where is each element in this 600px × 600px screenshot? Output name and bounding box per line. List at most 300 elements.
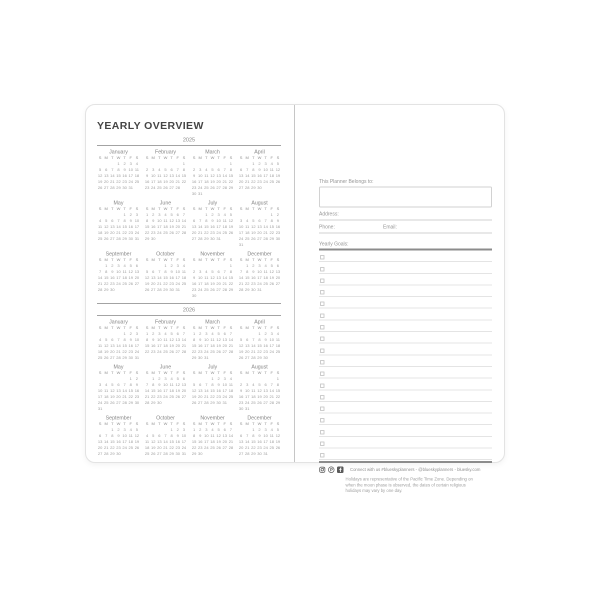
goal-line-input[interactable] (328, 332, 492, 343)
day-cell: 25 (97, 355, 103, 360)
day-cell: 2 (239, 382, 243, 387)
day-cell: 20 (257, 230, 262, 235)
goal-line-input[interactable] (328, 251, 492, 262)
day-cell: 7 (246, 433, 249, 438)
day-cell: 29 (116, 185, 121, 190)
day-cell: 20 (216, 179, 221, 184)
day-cell: 19 (210, 281, 215, 286)
day-cell: 26 (216, 445, 221, 450)
goal-checkbox[interactable] (320, 407, 325, 412)
day-cell: 2 (176, 427, 179, 432)
day-cell: 11 (228, 382, 233, 387)
day-cell: 24 (157, 230, 162, 235)
day-cell: 20 (157, 445, 162, 450)
month-calendar (238, 364, 281, 412)
day-grid (144, 206, 187, 242)
day-grid (191, 421, 234, 457)
belongs-box-input[interactable] (319, 187, 492, 208)
day-cell: 9 (111, 269, 114, 274)
weekday-header: S (135, 370, 139, 375)
weekday-header: M (198, 325, 202, 330)
weekday-header: W (210, 257, 215, 262)
day-cell: 16 (257, 173, 262, 178)
goal-checkbox[interactable] (320, 383, 325, 388)
day-cell: 20 (169, 179, 174, 184)
day-cell: 29 (103, 287, 109, 292)
day-cell: 4 (205, 167, 208, 172)
goal-checkbox[interactable] (320, 418, 325, 423)
weekday-header: M (198, 370, 202, 375)
day-cell: 17 (157, 224, 162, 229)
month-name: December (247, 251, 272, 257)
day-cell (275, 287, 281, 293)
day-cell: 19 (275, 439, 281, 444)
weekday-header: T (111, 421, 114, 426)
day-cell: 27 (222, 349, 228, 354)
day-cell: 3 (270, 331, 273, 336)
goal-line-input[interactable] (328, 414, 492, 425)
day-cell: 10 (263, 433, 268, 438)
weekday-header: F (270, 206, 273, 211)
day-cell: 1 (117, 161, 120, 166)
weekday-header: W (257, 421, 262, 426)
day-cell: 26 (275, 179, 281, 184)
day-cell: 13 (157, 439, 162, 444)
day-cell: 27 (244, 355, 250, 360)
day-cell: 2 (123, 161, 126, 166)
day-cell: 25 (122, 281, 127, 286)
year-label: 2026 (97, 307, 281, 316)
day-cell (228, 400, 234, 406)
day-cell: 29 (122, 236, 127, 241)
goal-checkbox[interactable] (320, 290, 325, 295)
day-cell (181, 400, 187, 406)
day-cell: 28 (144, 400, 150, 405)
day-cell: 28 (163, 451, 168, 456)
goal-checkbox[interactable] (320, 255, 325, 260)
day-cell: 18 (122, 275, 127, 280)
calendar-section (97, 137, 281, 459)
day-cell: 21 (181, 343, 187, 348)
day-cell: 12 (144, 275, 150, 280)
day-cell: 16 (150, 224, 156, 229)
day-cell: 12 (128, 269, 134, 274)
day-cell: 1 (205, 212, 208, 217)
day-cell: 9 (239, 388, 243, 393)
goal-line-input[interactable] (328, 390, 492, 401)
day-cell: 13 (181, 382, 187, 387)
goal-line-input[interactable] (328, 320, 492, 331)
day-grid (191, 155, 234, 197)
day-cell: 4 (164, 331, 167, 336)
weekday-header: M (104, 325, 108, 330)
month-calendar (97, 251, 140, 299)
owner-info-section (319, 105, 492, 494)
day-cell: 6 (223, 331, 226, 336)
day-cell: 27 (181, 394, 187, 399)
weekday-header: F (176, 155, 179, 160)
day-cell: 1 (246, 263, 249, 268)
day-grid (238, 325, 281, 361)
day-cell: 24 (204, 349, 209, 354)
goal-row (319, 355, 492, 367)
day-cell: 14 (204, 388, 209, 393)
day-cell: 25 (210, 349, 215, 354)
day-cell: 16 (197, 439, 203, 444)
day-cell: 11 (210, 337, 215, 342)
weekday-header: M (151, 206, 155, 211)
day-cell: 18 (97, 349, 103, 354)
day-grid (238, 421, 281, 457)
goal-line-input[interactable] (328, 402, 492, 413)
goal-checkbox[interactable] (320, 372, 325, 377)
day-cell: 1 (252, 161, 255, 166)
day-cell (228, 236, 234, 242)
weekday-header: T (252, 325, 255, 330)
day-cell: 14 (251, 343, 256, 348)
day-cell: 11 (275, 337, 280, 342)
weekday-header: S (276, 421, 280, 426)
day-cell: 9 (199, 337, 202, 342)
day-cell: 5 (258, 382, 261, 387)
day-cell: 28 (116, 236, 121, 241)
day-cell: 8 (170, 433, 173, 438)
day-cell: 26 (216, 349, 221, 354)
address-label: Address: (319, 211, 339, 217)
day-cell: 18 (204, 179, 209, 184)
day-cell: 27 (110, 236, 115, 241)
day-cell: 15 (128, 388, 134, 393)
day-cell: 22 (116, 179, 121, 184)
day-cell: 23 (263, 349, 268, 354)
day-cell: 20 (244, 349, 250, 354)
day-cell: 20 (103, 179, 109, 184)
weekday-header: T (111, 155, 114, 160)
day-cell: 20 (197, 394, 203, 399)
day-cell: 15 (257, 343, 262, 348)
goal-line-input[interactable] (328, 274, 492, 285)
weekday-header: S (145, 155, 149, 160)
weekday-header: T (205, 155, 208, 160)
disclaimer-text: Holidays are representative of the Pacific Time Zone. Depending on when the moon phase is observed, the dates of certain religious holidays may vary by one day. (345, 476, 473, 494)
day-cell: 1 (258, 331, 261, 336)
goal-line-input[interactable] (328, 297, 492, 308)
weekday-header: T (123, 206, 126, 211)
day-cell: 4 (211, 331, 214, 336)
weekday-header: M (198, 206, 202, 211)
weekday-header: W (163, 257, 168, 262)
day-cell: 30 (150, 236, 156, 241)
weekday-header: F (223, 325, 226, 330)
day-cell: 13 (110, 343, 115, 348)
goal-line-input[interactable] (328, 379, 492, 390)
day-cell: 29 (122, 355, 127, 360)
weekday-header: S (229, 325, 233, 330)
day-cell: 2 (117, 427, 120, 432)
day-cell: 22 (128, 394, 134, 399)
day-cell: 20 (110, 230, 115, 235)
day-cell: 8 (105, 269, 108, 274)
goal-line-input[interactable] (328, 355, 492, 366)
day-cell: 16 (116, 439, 121, 444)
month-calendar (144, 149, 187, 197)
goal-checkbox[interactable] (320, 360, 325, 365)
day-cell: 17 (257, 275, 262, 280)
day-cell: 10 (157, 337, 162, 342)
day-cell: 20 (175, 224, 181, 229)
goal-line-input[interactable] (328, 309, 492, 320)
weekday-header: M (198, 155, 202, 160)
day-cell: 21 (222, 281, 228, 286)
day-cell: 11 (269, 433, 274, 438)
day-cell: 9 (192, 173, 196, 178)
day-cell: 12 (110, 388, 115, 393)
day-cell: 5 (211, 269, 214, 274)
day-cell: 3 (264, 427, 267, 432)
goal-row (319, 297, 492, 309)
day-cell: 18 (134, 173, 140, 178)
weekday-header: S (182, 257, 186, 262)
goal-line-input[interactable] (328, 344, 492, 355)
goal-checkbox[interactable] (320, 325, 325, 330)
month-calendar (144, 364, 187, 412)
goal-checkbox[interactable] (320, 453, 325, 458)
goal-line-input[interactable] (328, 425, 492, 436)
day-cell: 28 (244, 451, 250, 456)
weekday-header: S (192, 206, 196, 211)
weekday-header: W (116, 370, 121, 375)
goal-line-input[interactable] (328, 262, 492, 273)
day-cell: 16 (251, 275, 256, 280)
day-cell: 26 (150, 451, 156, 456)
month-name: June (159, 364, 172, 370)
day-cell: 1 (229, 161, 233, 166)
day-cell: 1 (105, 263, 108, 268)
month-calendar (144, 415, 187, 457)
day-cell: 26 (163, 185, 168, 190)
pinterest-icon (328, 467, 335, 474)
day-cell: 13 (263, 388, 268, 393)
day-cell: 5 (164, 167, 167, 172)
day-cell: 16 (210, 224, 215, 229)
day-grid (144, 370, 187, 406)
day-cell: 4 (211, 427, 214, 432)
goal-checkbox[interactable] (320, 348, 325, 353)
day-cell: 30 (197, 355, 203, 360)
day-cell: 26 (210, 287, 215, 292)
weekday-header: S (276, 206, 280, 211)
day-cell: 11 (157, 173, 162, 178)
day-grid (238, 155, 281, 191)
day-cell: 17 (204, 439, 209, 444)
day-cell: 4 (98, 218, 102, 223)
day-cell: 29 (257, 355, 262, 360)
day-cell: 19 (191, 394, 197, 399)
goal-line-input[interactable] (328, 437, 492, 448)
goal-checkbox[interactable] (320, 313, 325, 318)
month-calendar (97, 364, 140, 412)
day-cell: 21 (122, 394, 127, 399)
day-cell: 14 (228, 433, 234, 438)
day-cell: 16 (175, 439, 181, 444)
day-cell: 31 (175, 287, 181, 292)
day-cell: 13 (257, 224, 262, 229)
calendars (97, 137, 281, 457)
day-cell: 1 (276, 376, 280, 381)
day-cell: 14 (122, 388, 127, 393)
day-cell: 14 (269, 388, 275, 393)
day-cell: 13 (169, 173, 174, 178)
weekday-header: W (116, 421, 121, 426)
day-cell: 15 (122, 343, 127, 348)
day-cell: 2 (258, 161, 261, 166)
day-cell: 1 (182, 161, 186, 166)
weekday-header: W (257, 325, 262, 330)
day-cell: 14 (97, 275, 103, 280)
day-cell: 30 (116, 451, 121, 456)
day-cell: 27 (263, 400, 268, 405)
day-cell: 27 (175, 349, 181, 354)
day-cell: 18 (210, 343, 215, 348)
day-cell: 11 (97, 343, 103, 348)
day-cell: 24 (204, 445, 209, 450)
day-cell (181, 236, 187, 242)
day-cell: 3 (117, 263, 120, 268)
day-cell: 18 (157, 179, 162, 184)
weekday-header: S (145, 257, 149, 262)
day-cell: 15 (110, 439, 115, 444)
goal-checkbox[interactable] (320, 337, 325, 342)
day-cell: 12 (216, 433, 221, 438)
goal-checkbox[interactable] (320, 267, 325, 272)
weekday-header: M (198, 421, 202, 426)
day-cell: 14 (181, 337, 187, 342)
weekday-header: M (151, 257, 155, 262)
weekday-header: M (245, 155, 249, 160)
weekday-header: S (98, 155, 102, 160)
goal-line-input[interactable] (328, 449, 492, 460)
phone-email-field[interactable] (319, 225, 492, 234)
day-cell: 15 (210, 388, 215, 393)
weekday-header: S (239, 370, 243, 375)
day-cell: 11 (134, 167, 139, 172)
day-cell: 23 (210, 230, 215, 235)
weekday-header: S (145, 325, 149, 330)
goal-checkbox[interactable] (320, 302, 325, 307)
day-cell: 5 (252, 218, 255, 223)
day-cell: 1 (111, 427, 114, 432)
day-cell: 15 (116, 173, 121, 178)
day-cell: 4 (246, 218, 249, 223)
day-cell: 1 (170, 427, 173, 432)
goal-line-input[interactable] (328, 367, 492, 378)
day-cell: 26 (257, 400, 262, 405)
day-cell: 29 (191, 355, 197, 360)
day-cell: 6 (276, 263, 280, 268)
weekday-header: M (104, 155, 108, 160)
day-cell: 21 (222, 179, 228, 184)
weekday-header: T (264, 370, 267, 375)
weekday-header: W (210, 421, 215, 426)
day-cell: 8 (182, 167, 186, 172)
day-cell: 6 (239, 167, 243, 172)
day-cell: 14 (116, 224, 121, 229)
day-cell: 19 (144, 281, 150, 286)
day-cell: 7 (252, 337, 255, 342)
day-cell: 24 (175, 281, 181, 286)
day-cell: 15 (251, 173, 256, 178)
goal-checkbox[interactable] (320, 430, 325, 435)
weekday-header: T (264, 421, 267, 426)
day-cell: 10 (163, 382, 168, 387)
day-cell: 13 (222, 337, 228, 342)
day-cell: 18 (269, 173, 275, 178)
goal-checkbox[interactable] (320, 278, 325, 283)
weekday-header: T (111, 325, 114, 330)
day-cell: 12 (228, 218, 234, 223)
goal-checkbox[interactable] (320, 395, 325, 400)
weekday-header: S (182, 206, 186, 211)
day-cell (181, 185, 187, 191)
weekday-header: S (229, 370, 233, 375)
day-cell: 29 (244, 287, 250, 292)
day-cell: 10 (238, 224, 244, 229)
day-cell: 26 (169, 349, 174, 354)
address-field[interactable] (319, 212, 492, 221)
day-cell: 16 (144, 179, 150, 184)
month-name: October (156, 415, 175, 421)
day-cell (181, 287, 187, 293)
weekday-header: T (170, 421, 173, 426)
day-cell: 30 (210, 236, 215, 241)
weekday-header: S (229, 257, 233, 262)
day-cell: 24 (263, 179, 268, 184)
weekday-header: T (170, 325, 173, 330)
goal-line-input[interactable] (328, 285, 492, 296)
day-cell: 4 (205, 269, 208, 274)
day-cell: 12 (257, 388, 262, 393)
month-calendar (238, 200, 281, 248)
weekday-header: W (116, 325, 121, 330)
day-cell: 24 (269, 349, 275, 354)
day-cell (275, 451, 281, 457)
facebook-icon (337, 467, 344, 474)
day-cell: 21 (97, 281, 103, 286)
day-cell: 5 (270, 263, 273, 268)
day-cell: 28 (222, 287, 228, 292)
day-cell: 29 (204, 236, 209, 241)
goal-row (319, 437, 492, 449)
goal-checkbox[interactable] (320, 442, 325, 447)
weekday-header: T (205, 421, 208, 426)
day-cell: 12 (175, 382, 181, 387)
goal-row (319, 414, 492, 426)
month-calendar (238, 319, 281, 361)
day-cell: 1 (192, 331, 196, 336)
month-calendar (238, 415, 281, 457)
day-cell: 25 (244, 236, 250, 241)
day-cell: 24 (216, 230, 221, 235)
day-cell: 24 (197, 185, 203, 190)
goals-list (319, 251, 492, 461)
day-cell: 8 (145, 218, 149, 223)
day-cell: 22 (103, 281, 109, 286)
day-cell: 13 (175, 218, 181, 223)
day-cell: 18 (263, 275, 268, 280)
day-cell: 3 (164, 376, 167, 381)
day-cell: 17 (134, 224, 140, 229)
weekday-header: W (163, 155, 168, 160)
